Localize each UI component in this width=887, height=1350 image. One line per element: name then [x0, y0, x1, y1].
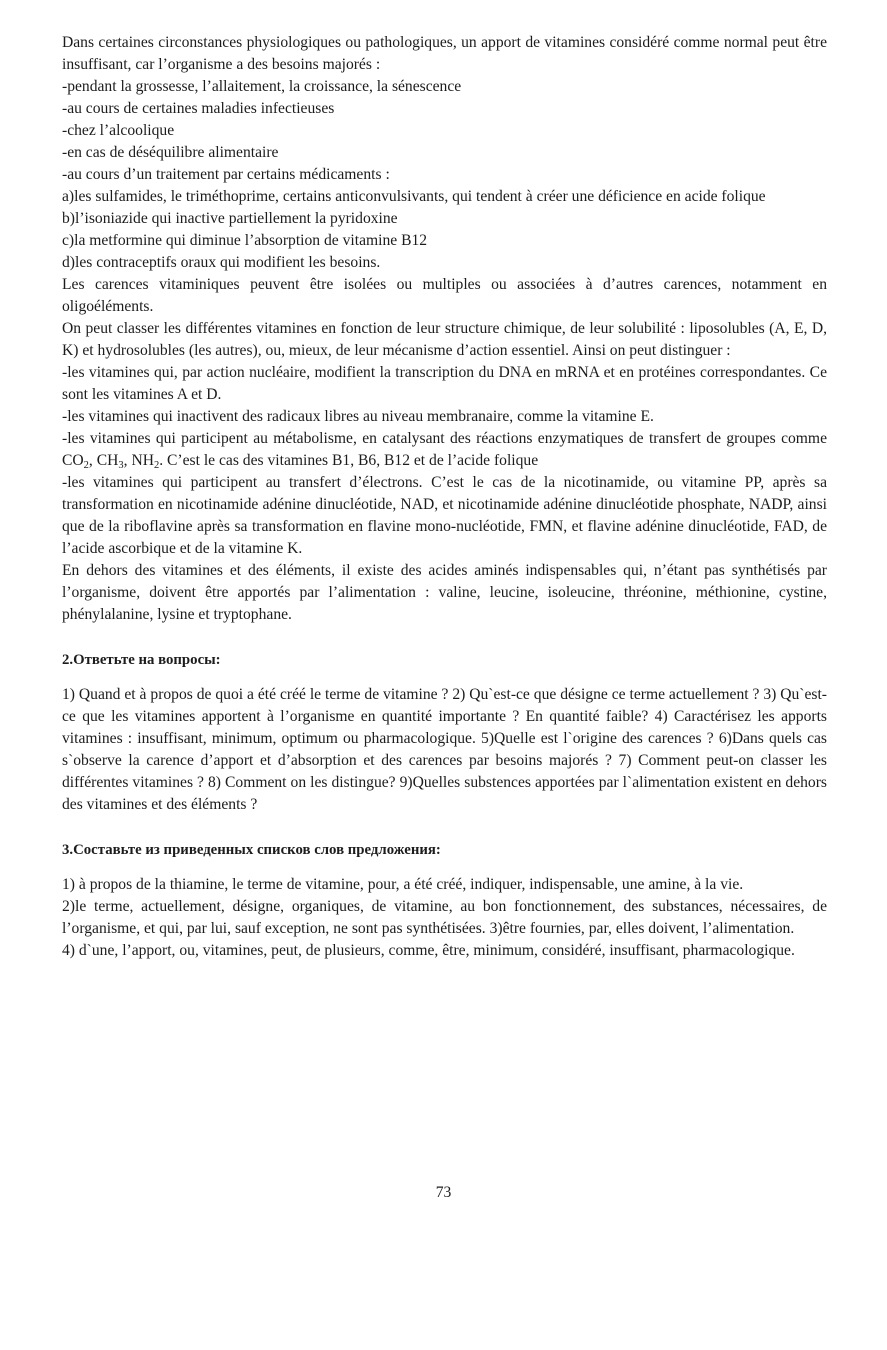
electron-transfer-paragraph: -les vitamines qui participent au transfert d’électrons. C’est le cas de la nicotinamide, ou vitamine PP, après sa transformation en nicotinamide adénine dinucléotide, NAD, et nicotinamide adénine dinucléotide phosphate, NADP, ainsi que de la riboflavine après sa transformation en flavine mono-nucléotide, FMN, et flavine adénine dinucléotide, FAD, de l’acide ascorbique et de la vitamine K. — [62, 474, 827, 557]
section3-item-1: 1) à propos de la thiamine, le terme de vitamine, pour, a été créé, indiquer, indispensable, une amine, à la vie. — [62, 876, 744, 893]
page-body — [62, 32, 827, 962]
drug-item-d: d)les contraceptifs oraux qui modifient les besoins. — [62, 254, 381, 271]
nuclear-action-paragraph: -les vitamines qui, par action nucléaire, modifient la transcription du DNA en mRNA et en protéines correspondantes. Ce sont les vitamines A et D. — [62, 364, 827, 403]
list-item-imbalance: -en cas de déséquilibre alimentaire — [62, 144, 279, 161]
section3-item-2: 2)le terme, actuellement, désigne, organiques, de vitamine, au bon fonctionnement, des substances, nécessaires, de l’organisme, et qui, par lui, sauf exception, ne sont pas synthétisées. 3)être fournies, par, elles doivent, l’alimentation. — [62, 898, 827, 937]
section2-questions: 1) Quand et à propos de quoi a été créé le terme de vitamine ? 2) Qu`est-ce que désigne ce terme actuellement ? 3) Qu`est-ce que les vitamines apportent à l’organisme en quantité importante ? En quantité faible? 4) Caractérisez les apports vitamines : insuffisant, minimum, optimum ou pharmacologique. 5)Quelle est l`origine des carences ? 6)Dans quels cas s`observe la carence d’apport et d’absorption et des carences par besoins majorés ? 7) Comment peut-on classer les différentes vitamines ? 8) Comment on les distingue? 9)Quelles substences apportées par l`alimentation existent en dehors des vitamines et des éléments ? — [62, 686, 827, 813]
section2-heading: 2.Ответьте на вопросы: — [62, 652, 221, 668]
list-item-medication: -au cours d’un traitement par certains médicaments : — [62, 166, 390, 183]
drug-item-b: b)l’isoniazide qui inactive partiellement la pyridoxine — [62, 210, 398, 227]
list-item-alcoholic: -chez l’alcoolique — [62, 122, 175, 139]
intro-paragraph: Dans certaines circonstances physiologiques ou pathologiques, un apport de vitamines considéré comme normal peut être insuffisant, car l’organisme a des besoins majorés : — [62, 34, 827, 73]
amino-acids-paragraph: En dehors des vitamines et des éléments, il existe des acides aminés indispensables qui, n’étant pas synthétisés par l’organisme, doivent être apportés par l’alimentation : valine, leucine, isoleucine, thréonine, méthionine, cystine, phénylalanine, lysine et tryptophane. — [62, 562, 827, 623]
drug-item-a: a)les sulfamides, le triméthoprime, certains anticonvulsivants, qui tendent à créer une déficience en acide folique — [62, 188, 766, 205]
section3-item-4: 4) d`une, l’apport, ou, vitamines, peut, de plusieurs, comme, être, minimum, considéré, insuffisant, pharmacologique. — [62, 942, 795, 959]
metabolism-paragraph: -les vitamines qui participent au métabolisme, en catalysant des réactions enzymatiques de transfert de groupes comme $CO_2$, $CH_3$, $NH_2$. C’est le cas des vitamines B1, B6, B12 et de l’acide folique — [62, 430, 827, 471]
page-number: 73 — [435, 1184, 452, 1201]
membrane-paragraph: -les vitamines qui inactivent des radicaux libres au niveau membranaire, comme la vitamine E. — [62, 408, 654, 425]
deficiency-paragraph: Les carences vitaminiques peuvent être isolées ou multiples ou associées à d’autres carences, notamment en oligoéléments. — [62, 276, 827, 315]
classification-paragraph: On peut classer les différentes vitamines en fonction de leur structure chimique, de leur solubilité : liposolubles (A, E, D, K) et hydrosolubles (les autres), ou, mieux, de leur mécanisme d’action essentiel. Ainsi on peut distinguer : — [62, 320, 827, 359]
section3-heading: 3.Составьте из приведенных списков слов предложения: — [62, 842, 441, 858]
list-item-infections: -au cours de certaines maladies infectieuses — [62, 100, 335, 117]
drug-item-c: c)la metformine qui diminue l’absorption de vitamine B12 — [62, 232, 428, 249]
list-item-pregnancy: -pendant la grossesse, l’allaitement, la croissance, la sénescence — [62, 78, 462, 95]
